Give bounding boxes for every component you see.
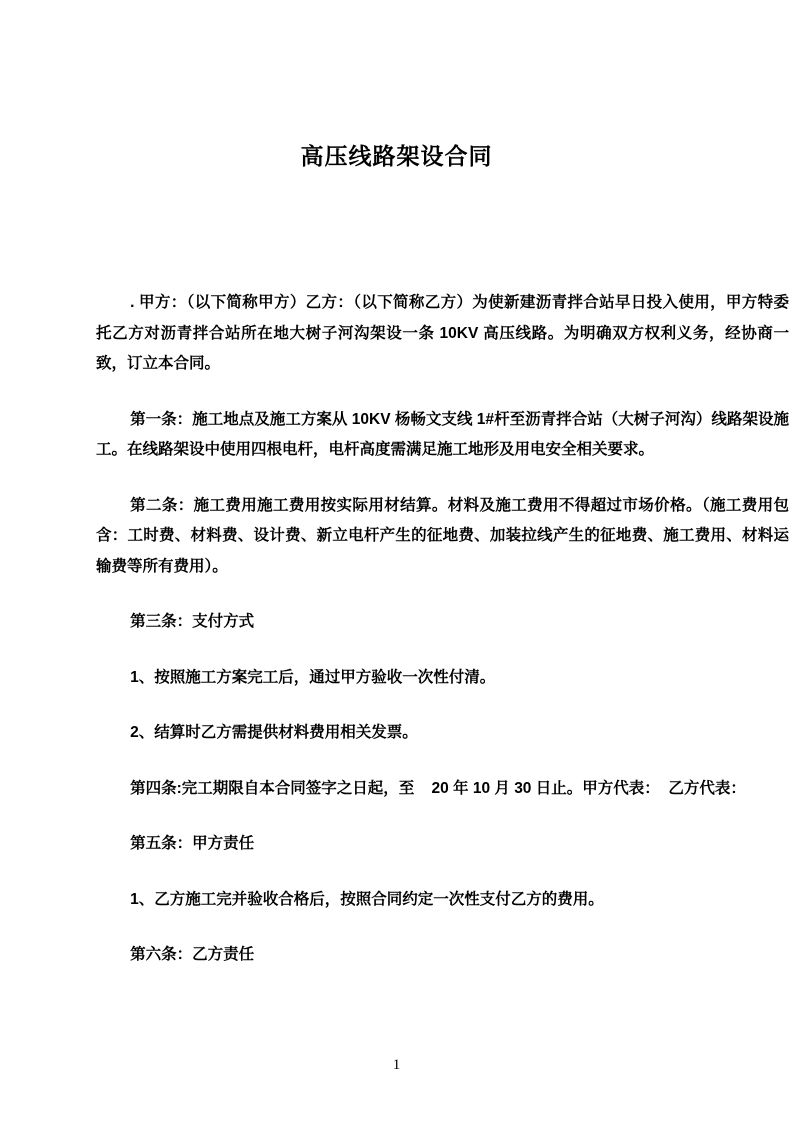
paragraph-clause-2: 第二条：施工费用施工费用按实际用材结算。材料及施工费用不得超过市场价格。（施工费用包含：工时费、材料费、设计费、新立电杆产生的征地费、加装拉线产生的征地费、施工费用、材料运输费等所有费用）。: [96, 496, 789, 575]
document-title: 高压线路架设合同: [300, 143, 493, 169]
paragraph-clause-5-item-1: 1、乙方施工完并验收合格后，按照合同约定一次性支付乙方的费用。: [130, 890, 604, 908]
paragraph-clause-3: 第三条：支付方式: [130, 613, 255, 630]
paragraph-clause-4: 第四条:完工期限自本合同签字之日起，至 20 年 10 月 30 日止。甲方代表： 乙方代表：: [130, 779, 746, 797]
paragraph-clause-3-item-1: 1、按照施工方案完工后，通过甲方验收一次性付清。: [130, 668, 496, 686]
paragraph-clause-1: 第一条：施工地点及施工方案从 10KV 杨畅文支线 1#杆至沥青拌合站（大树子河沟）线路架设施工。在线路架设中使用四根电杆，电杆高度需满足施工地形及用电安全相关要求。: [96, 410, 789, 458]
paragraph-clause-3-item-2: 2、结算时乙方需提供材料费用相关发票。: [130, 724, 418, 741]
document-body: [96, 288, 789, 971]
paragraph-preamble: . 甲方：（以下简称甲方）乙方：（以下简称乙方）为使新建沥青拌合站早日投入使用，甲方特委托乙方对沥青拌合站所在地大树子河沟架设一条 10KV 高压线路。为明确双方权利义务，经协商一致，订立本合同。: [96, 294, 789, 372]
paragraph-clause-6: 第六条：乙方责任: [130, 946, 255, 963]
paragraph-clause-5: 第五条：甲方责任: [130, 835, 255, 852]
page-number: 1: [392, 1057, 401, 1073]
